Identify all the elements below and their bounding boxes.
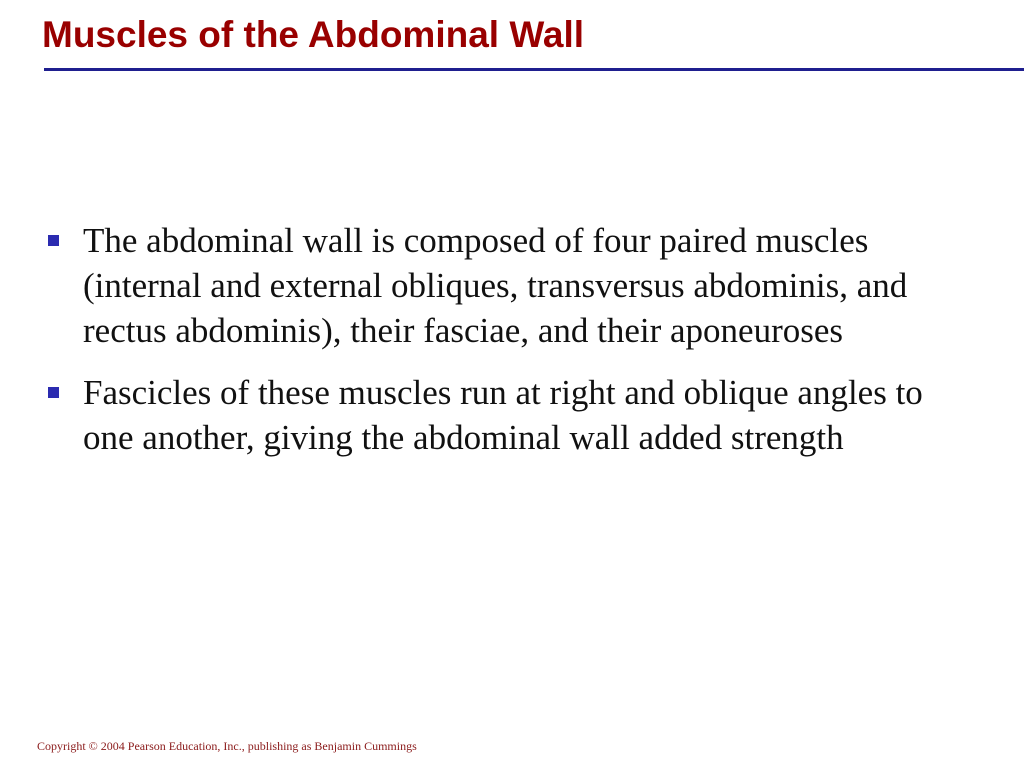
bullet-item xyxy=(42,370,982,460)
square-bullet-icon xyxy=(48,235,59,246)
bullet-list xyxy=(42,218,982,460)
bullet-text: The abdominal wall is composed of four paired muscles (internal and external obliques, transversus abdominis, and rectus abdominis), their fasciae, and their aponeuroses xyxy=(83,221,908,350)
slide-title: Muscles of the Abdominal Wall xyxy=(42,14,585,55)
square-bullet-icon xyxy=(48,387,59,398)
copyright-footer: Copyright © 2004 Pearson Education, Inc., publishing as Benjamin Cummings xyxy=(37,739,417,753)
bullet-text: Fascicles of these muscles run at right and oblique angles to one another, giving the abdominal wall added strength xyxy=(83,373,923,457)
bullet-item xyxy=(42,218,982,353)
title-divider xyxy=(44,68,1024,71)
